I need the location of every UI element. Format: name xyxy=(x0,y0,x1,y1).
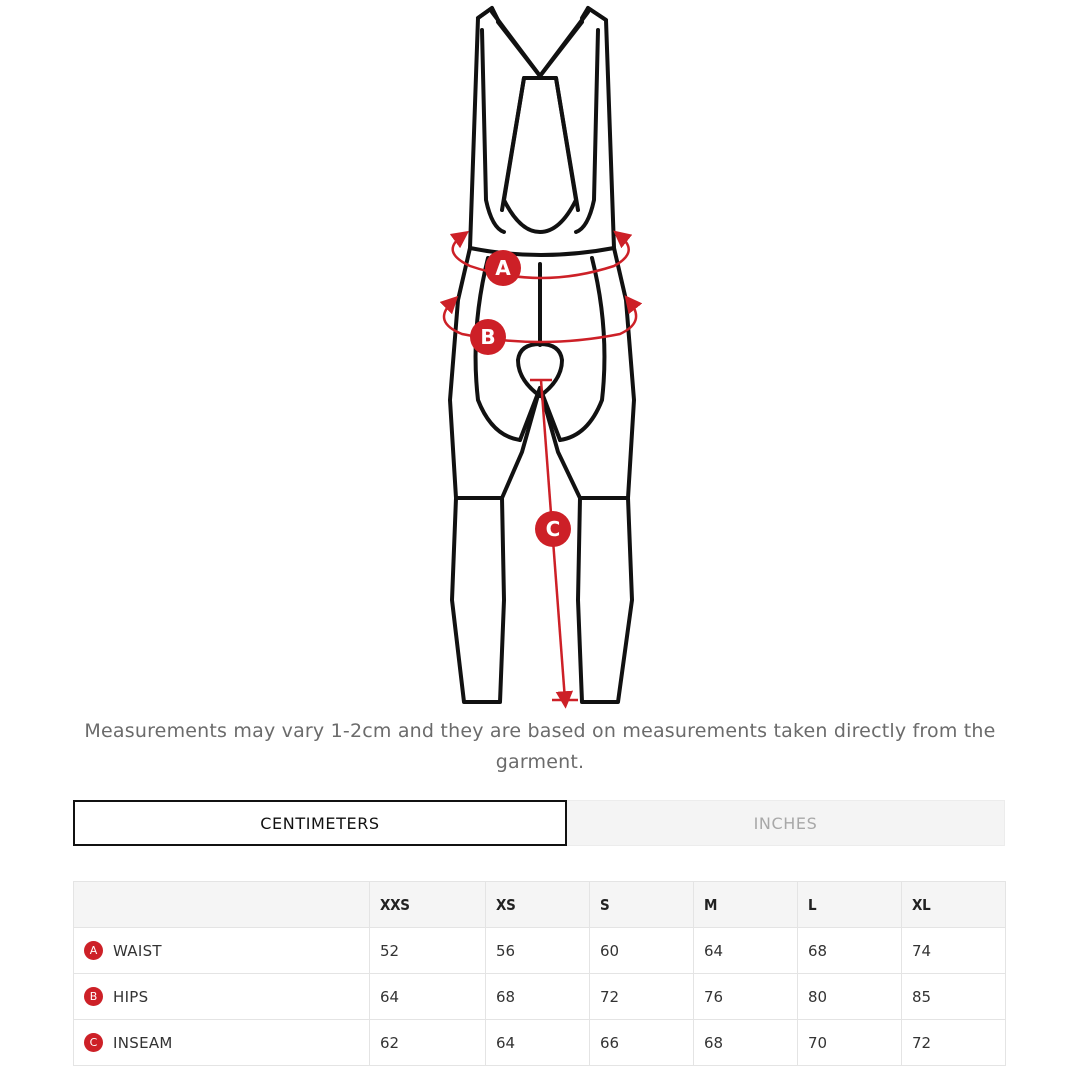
table-cell: 74 xyxy=(902,928,1006,974)
table-cell: 64 xyxy=(694,928,798,974)
table-cell: 60 xyxy=(590,928,694,974)
table-header-row xyxy=(74,882,1006,928)
table-cell: 62 xyxy=(370,1020,486,1066)
row-label: INSEAM xyxy=(113,1033,173,1052)
row-label-cell xyxy=(74,1020,370,1066)
table-cell: 68 xyxy=(798,928,902,974)
size-header: M xyxy=(694,882,798,928)
table-cell: 66 xyxy=(590,1020,694,1066)
table-row-inseam xyxy=(74,1020,1006,1066)
row-label: HIPS xyxy=(113,987,149,1006)
row-label-cell xyxy=(74,974,370,1020)
table-cell: 56 xyxy=(486,928,590,974)
marker-c-label: C xyxy=(545,517,561,541)
unit-toggle xyxy=(73,800,1005,846)
size-header: XS xyxy=(486,882,590,928)
marker-b-badge-icon: B xyxy=(84,987,103,1006)
table-cell: 68 xyxy=(486,974,590,1020)
tab-centimeters[interactable]: CENTIMETERS xyxy=(73,800,567,846)
garment-outline xyxy=(450,8,634,702)
size-header: XL xyxy=(902,882,1006,928)
size-header: S xyxy=(590,882,694,928)
table-cell: 64 xyxy=(486,1020,590,1066)
table-cell: 85 xyxy=(902,974,1006,1020)
marker-c-badge-icon: C xyxy=(84,1033,103,1052)
tab-inches[interactable]: INCHES xyxy=(567,800,1005,846)
row-label: WAIST xyxy=(113,941,162,960)
table-cell: 70 xyxy=(798,1020,902,1066)
table-cell: 68 xyxy=(694,1020,798,1066)
size-header: L xyxy=(798,882,902,928)
table-cell: 72 xyxy=(902,1020,1006,1066)
marker-b-icon xyxy=(470,319,506,355)
marker-c-icon xyxy=(535,511,571,547)
table-row-waist xyxy=(74,928,1006,974)
marker-a-icon xyxy=(485,250,521,286)
marker-b-label: B xyxy=(480,325,496,349)
table-cell: 80 xyxy=(798,974,902,1020)
size-chart-table xyxy=(73,881,1006,1066)
table-cell: 52 xyxy=(370,928,486,974)
measurement-note: Measurements may vary 1-2cm and they are based on measurements taken directly from the garment. xyxy=(84,720,996,773)
table-cell: 76 xyxy=(694,974,798,1020)
row-label-cell xyxy=(74,928,370,974)
table-cell: 72 xyxy=(590,974,694,1020)
size-header: XXS xyxy=(370,882,486,928)
marker-a-label: A xyxy=(495,256,511,280)
table-cell: 64 xyxy=(370,974,486,1020)
header-blank-cell xyxy=(74,882,370,928)
marker-a-badge-icon: A xyxy=(84,941,103,960)
table-row-hips xyxy=(74,974,1006,1020)
